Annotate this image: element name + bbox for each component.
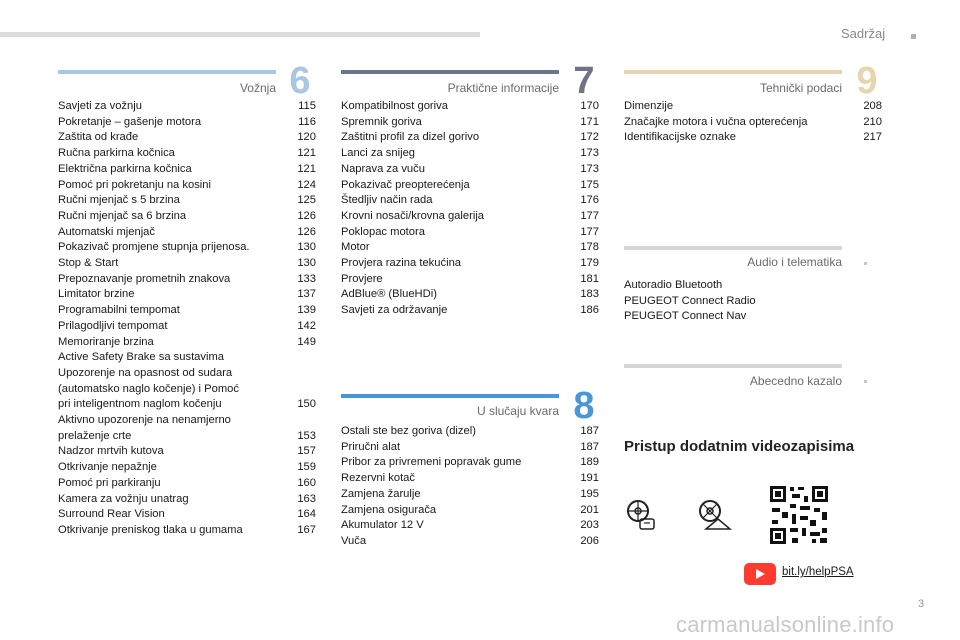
audio-section-title: Audio i telematika <box>747 255 842 269</box>
toc-entry-title: Pokazivač preopterećenja <box>341 178 470 191</box>
toc-entry-title: Kamera za vožnju unatrag <box>58 492 189 505</box>
toc-entry[interactable] <box>624 309 882 325</box>
toc-entry-page: 187 <box>580 440 599 453</box>
toc-entry[interactable] <box>341 455 599 471</box>
toc-entry[interactable] <box>58 460 316 476</box>
toc-entry-title: Identifikacijske oznake <box>624 131 736 144</box>
toc-entry[interactable] <box>58 272 316 288</box>
toc-entry-page: 159 <box>297 461 316 474</box>
toc-entry-title: Zaštita od krađe <box>58 131 139 144</box>
section-6-list <box>58 99 316 539</box>
toc-entry-title: PEUGEOT Connect Radio <box>624 294 756 307</box>
toc-entry[interactable] <box>58 130 316 146</box>
toc-entry-title: Rezervni kotač <box>341 472 415 485</box>
toc-entry-page: 189 <box>580 456 599 469</box>
section-7-number: 7 <box>573 60 595 102</box>
toc-entry-page: 116 <box>298 115 316 128</box>
toc-entry-title: Krovni nosači/krovna galerija <box>341 209 485 222</box>
toc-entry[interactable] <box>624 99 882 115</box>
help-video-link[interactable]: bit.ly/helpPSA <box>782 566 854 578</box>
toc-entry-page: 137 <box>297 288 316 301</box>
toc-entry[interactable] <box>58 507 316 523</box>
toc-entry-page: 120 <box>297 131 316 144</box>
toc-entry-title: Autoradio Bluetooth <box>624 279 723 291</box>
toc-entry-title: Automatski mjenjač <box>58 225 155 238</box>
toc-entry[interactable] <box>58 162 316 178</box>
video-title: Pristup dodatnim videozapisima <box>624 438 855 455</box>
section-6-title: Vožnja <box>239 81 276 95</box>
toc-entry-page: 164 <box>297 508 316 521</box>
toc-entry-page: 157 <box>297 445 316 458</box>
toc-entry-page: 133 <box>297 272 316 285</box>
toc-entry[interactable] <box>341 240 599 256</box>
index-section-bar <box>624 364 842 368</box>
toc-entry-title: Savjeti za vožnju <box>58 100 142 112</box>
section-7-list <box>341 99 599 319</box>
toc-entry[interactable] <box>341 534 599 550</box>
toc-entry[interactable] <box>341 178 599 194</box>
toc-entry-page: 130 <box>297 257 316 270</box>
toc-entry-title: Provjere <box>341 272 383 285</box>
toc-entry[interactable] <box>341 272 599 288</box>
toc-entry-page: 195 <box>580 487 599 500</box>
section-8-list <box>341 424 599 550</box>
toc-entry[interactable] <box>624 294 882 310</box>
toc-entry-title: Pomoć pri parkiranju <box>58 476 161 489</box>
toc-entry[interactable] <box>341 518 599 534</box>
toc-entry-page: 150 <box>297 398 316 411</box>
toc-entry[interactable] <box>58 523 316 539</box>
toc-entry-page: 171 <box>580 115 599 128</box>
toc-entry-title: Spremnik goriva <box>341 115 422 128</box>
toc-entry[interactable] <box>58 225 316 241</box>
toc-entry-page: 115 <box>298 100 316 112</box>
toc-entry-title: Zaštitni profil za dizel gorivo <box>341 131 480 144</box>
toc-entry-title: Otkrivanje nepažnje <box>58 461 157 474</box>
toc-entry-title: Aktivno upozorenje na nenamjerno prelaženje crte <box>58 414 231 442</box>
toc-entry-page: 181 <box>580 272 599 285</box>
toc-entry[interactable] <box>58 413 316 444</box>
tire-repair-icon <box>624 497 664 537</box>
toc-entry-page: 187 <box>580 425 599 437</box>
toc-entry-title: Zamjena osigurača <box>341 503 437 516</box>
toc-entry-title: Ručni mjenjač sa 6 brzina <box>58 209 187 222</box>
section-6-bar <box>58 70 276 74</box>
toc-entry[interactable] <box>58 146 316 162</box>
toc-entry-title: Memoriranje brzina <box>58 335 154 348</box>
toc-entry-title: Prepoznavanje prometnih znakova <box>58 272 231 285</box>
toc-entry-title: Dimenzije <box>624 100 674 112</box>
toc-entry-page: 175 <box>580 178 599 191</box>
toc-entry[interactable] <box>341 303 599 319</box>
toc-entry-title: Stop & Start <box>58 257 119 270</box>
toc-entry-page: 203 <box>580 519 599 532</box>
toc-entry-title: Kompatibilnost goriva <box>341 100 448 112</box>
toc-entry[interactable] <box>341 193 599 209</box>
toc-entry[interactable] <box>624 115 882 131</box>
toc-entry-title: Provjera razina tekućina <box>341 257 462 270</box>
toc-entry[interactable] <box>58 444 316 460</box>
toc-entry-page: 167 <box>297 523 316 536</box>
toc-entry-page: 177 <box>580 209 599 222</box>
toc-entry-title: PEUGEOT Connect Nav <box>624 310 747 323</box>
toc-entry[interactable] <box>58 319 316 335</box>
toc-entry-page: 179 <box>580 257 599 270</box>
toc-entry-page: 170 <box>580 100 599 112</box>
toc-entry-page: 139 <box>297 304 316 317</box>
toc-entry-title: Zamjena žarulje <box>341 487 421 500</box>
toc-entry-page: 121 <box>297 162 316 175</box>
toc-entry-page: 186 <box>580 304 599 317</box>
toc-entry-page: 160 <box>297 476 316 489</box>
section-9-bar <box>624 70 842 74</box>
section-6-number: 6 <box>289 60 311 102</box>
toc-entry-title: Značajke motora i vučna opterećenja <box>624 115 808 128</box>
toc-entry-title: Motor <box>341 241 370 254</box>
audio-section-bar <box>624 246 842 250</box>
toc-entry-title: Električna parkirna kočnica <box>58 162 192 175</box>
toc-entry[interactable] <box>341 162 599 178</box>
video-play-icon[interactable] <box>744 563 776 585</box>
index-section-title: Abecedno kazalo <box>749 374 842 388</box>
toc-entry-title: Štedljiv način rada <box>341 194 433 207</box>
toc-entry[interactable] <box>341 471 599 487</box>
toc-entry[interactable] <box>58 209 316 225</box>
toc-entry-page: 130 <box>297 241 316 254</box>
page-number: 3 <box>918 598 925 610</box>
toc-entry[interactable] <box>58 350 316 413</box>
toc-entry-page: 217 <box>863 131 882 144</box>
toc-entry[interactable] <box>58 99 316 115</box>
toc-entry[interactable] <box>58 256 316 272</box>
toc-entry[interactable] <box>58 492 316 508</box>
breadcrumb-dot <box>911 34 916 39</box>
toc-entry-title: Naprava za vuču <box>341 162 425 175</box>
watermark: carmanualsonline.info <box>676 612 895 637</box>
toc-entry[interactable] <box>341 209 599 225</box>
index-section-dot <box>864 380 867 383</box>
toc-entry-page: 206 <box>580 534 599 547</box>
toc-entry-page: 149 <box>297 335 316 348</box>
toc-entry[interactable] <box>58 476 316 492</box>
toc-entry-page: 183 <box>580 288 599 301</box>
toc-entry-page: 176 <box>580 194 599 207</box>
toc-entry[interactable] <box>341 130 599 146</box>
toc-entry-title: Surround Rear Vision <box>58 508 165 521</box>
toc-entry[interactable] <box>341 225 599 241</box>
toc-entry-title: Otkrivanje preniskog tlaka u gumama <box>58 523 243 536</box>
section-8-title: U slučaju kvara <box>476 404 559 418</box>
section-9-number: 9 <box>856 60 878 102</box>
toc-entry[interactable] <box>58 115 316 131</box>
toc-entry[interactable] <box>58 178 316 194</box>
toc-entry[interactable] <box>341 424 599 440</box>
toc-entry-title: Nadzor mrtvih kutova <box>58 445 164 458</box>
section-8-number: 8 <box>573 385 595 427</box>
toc-entry[interactable] <box>341 99 599 115</box>
toc-entry-title: Lanci za snijeg <box>341 147 416 160</box>
section-8-bar <box>341 394 559 398</box>
toc-entry-title: Ručna parkirna kočnica <box>58 147 175 160</box>
toc-entry[interactable] <box>341 146 599 162</box>
toc-entry-page: 201 <box>580 503 599 516</box>
toc-entry-page: 173 <box>580 147 599 160</box>
header-bar <box>0 32 480 37</box>
toc-entry-page: 178 <box>580 241 599 254</box>
toc-entry-page: 126 <box>297 225 316 238</box>
toc-entry-page: 124 <box>297 178 316 191</box>
toc-entry[interactable] <box>58 287 316 303</box>
audio-section-list <box>624 278 882 325</box>
toc-entry-page: 142 <box>297 319 316 332</box>
section-9-title: Tehnički podaci <box>759 81 842 95</box>
toc-entry-title: AdBlue® (BlueHDi) <box>341 288 437 301</box>
toc-entry-title: Savjeti za održavanje <box>341 304 448 317</box>
toc-entry-title: Pokazivač promjene stupnja prijenosa. <box>58 241 250 254</box>
toc-entry-title: Pomoć pri pokretanju na kosini <box>58 178 211 191</box>
toc-entry[interactable] <box>341 503 599 519</box>
toc-entry-title: Limitator brzine <box>58 288 135 301</box>
toc-entry-title: Priručni alat <box>341 440 401 453</box>
toc-entry-title: Programabilni tempomat <box>58 304 180 317</box>
toc-entry-page: 177 <box>580 225 599 238</box>
audio-section-dot <box>864 262 867 265</box>
toc-entry[interactable] <box>58 240 316 256</box>
toc-entry[interactable] <box>341 287 599 303</box>
breadcrumb: Sadržaj <box>841 26 886 41</box>
toc-entry-title: Pokretanje – gašenje motora <box>58 115 202 128</box>
toc-entry-page: 210 <box>863 115 882 128</box>
toc-entry-title: Vuča <box>341 534 367 547</box>
toc-entry[interactable] <box>58 303 316 319</box>
section-9-list <box>624 99 882 146</box>
toc-entry-title: Ostali ste bez goriva (dizel) <box>341 425 476 437</box>
toc-entry-title: Prilagodljivi tempomat <box>58 319 168 332</box>
toc-entry-title: Active Safety Brake sa sustavima Upozorenje na opasnost od sudara (automatsko naglo kočenje) i Pomoć pri inteligentnom naglom kočenju <box>58 351 239 411</box>
toc-entry[interactable] <box>341 440 599 456</box>
toc-entry[interactable] <box>58 335 316 351</box>
toc-entry-page: 163 <box>297 492 316 505</box>
toc-entry[interactable] <box>341 115 599 131</box>
section-7-bar <box>341 70 559 74</box>
toc-entry[interactable] <box>624 130 882 146</box>
toc-entry[interactable] <box>341 487 599 503</box>
toc-entry-page: 191 <box>580 472 599 485</box>
toc-entry-page: 126 <box>297 209 316 222</box>
qr-code-icon <box>768 484 830 546</box>
toc-entry[interactable] <box>341 256 599 272</box>
toc-entry-page: 153 <box>297 429 316 442</box>
toc-entry[interactable] <box>58 193 316 209</box>
toc-entry[interactable] <box>624 278 882 294</box>
wheel-change-icon <box>696 497 736 537</box>
toc-entry-page: 121 <box>297 147 316 160</box>
toc-entry-page: 172 <box>580 131 599 144</box>
toc-entry-page: 125 <box>297 194 316 207</box>
toc-entry-page: 173 <box>580 162 599 175</box>
toc-entry-title: Ručni mjenjač s 5 brzina <box>58 194 180 207</box>
toc-entry-page: 208 <box>863 100 882 112</box>
toc-entry-title: Poklopac motora <box>341 225 425 238</box>
section-7-title: Praktične informacije <box>447 81 559 95</box>
toc-entry-title: Akumulator 12 V <box>341 519 424 532</box>
toc-entry-title: Pribor za privremeni popravak gume <box>341 456 522 469</box>
